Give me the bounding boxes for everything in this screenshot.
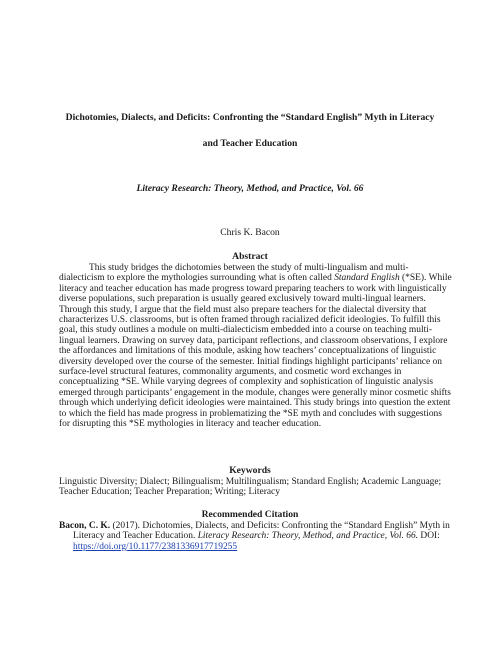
keywords-list: Linguistic Diversity; Dialect; Bilingualism; Multilingualism; Standard English; Academic Language; Teacher Education; Teacher Preparation; Writing; Literacy xyxy=(59,477,442,498)
citation-title: (2017). Dichotomies, Dialects, and Deficits: Confronting the “Standard English” Myth in Literacy and Teacher Education. xyxy=(73,521,450,542)
author-name: Chris K. Bacon xyxy=(220,227,280,238)
abstract-heading: Abstract xyxy=(232,251,268,262)
citation-journal: Literacy Research: Theory, Method, and Practice, Vol. 66. xyxy=(197,531,419,542)
abstract-italic-term: Standard English xyxy=(334,273,400,284)
paper-title-line-2: and Teacher Education xyxy=(202,138,298,149)
abstract-text-part-2: (*SE). While literacy and teacher education has made progress toward preparing teachers to work with linguistically diverse populations, such preparation is usually geared exclusively toward multi-lingual learners. Through this study, I argue that the field must also prepare teachers for the dialectal diversity that characterizes U.S. classrooms, but is often framed through racialized deficit ideologies. To fulfill this goal, this study outlines a module on multi-dialecticism embedded into a course on teaching multi-lingual learners. Drawing on survey data, participant reflections, and classroom observations, I explore the affordances and limitations of this module, asking how teachers’ conceptualizations of linguistic diversity developed over the course of the semester. Initial findings highlight participants’ reliance on surface-level structural features, commonality arguments, and cosmetic word exchanges in conceptualizing *SE. While varying degrees of complexity and sophistication of linguistic analysis emerged through participants’ engagement in the module, changes were generally minor cosmetic shifts through which underlying deficit ideologies were maintained. This study brings into question the extent to which the field has made progress in problematizing the *SE myth and concludes with suggestions for disrupting this *SE mythologies in literacy and teacher education. xyxy=(59,273,452,430)
citation-author: Bacon, C. K. xyxy=(59,521,111,531)
abstract-text-part-1: This study bridges the dichotomies between the study of multi-lingualism and multi-dialecticism to explore the mythologies surrounding what is often called xyxy=(59,263,409,284)
citation-doi-label: DOI: xyxy=(418,531,440,542)
paper-title-line-1: Dichotomies, Dialects, and Deficits: Confronting the “Standard English” Myth in Literacy xyxy=(65,112,435,123)
keywords-heading: Keywords xyxy=(229,465,271,476)
citation-doi-link[interactable]: https://doi.org/10.1177/2381336917719255 xyxy=(73,541,238,552)
journal-name: Literacy Research: Theory, Method, and Practice, Vol. 66 xyxy=(136,183,364,194)
citation-heading: Recommended Citation xyxy=(201,509,299,520)
recommended-citation xyxy=(59,521,453,552)
abstract-body xyxy=(59,263,453,430)
